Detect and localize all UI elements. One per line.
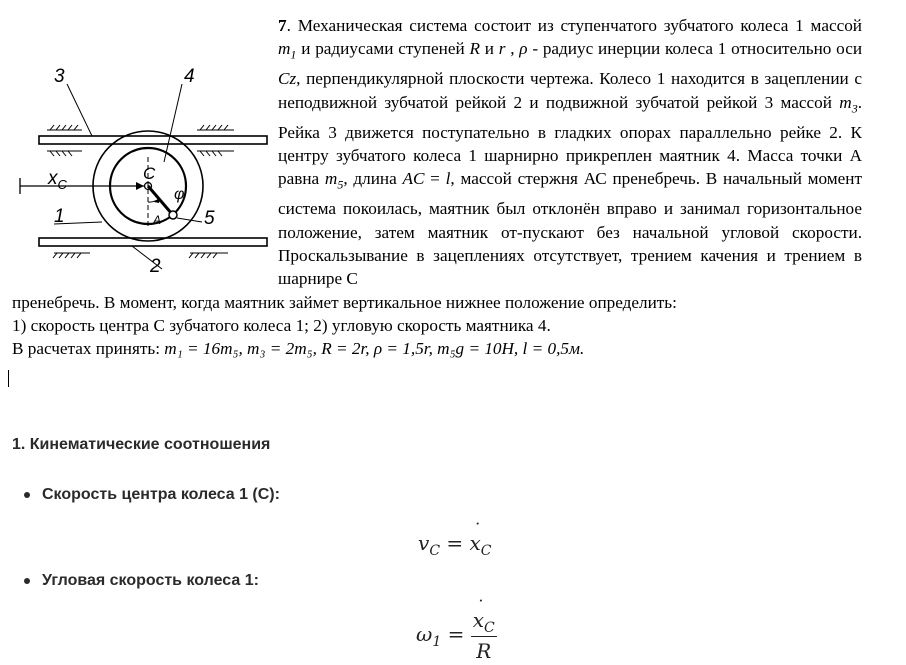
problem-text: . Механическая система состоит из ступенчатого зубчатого колеса 1 массой — [286, 16, 862, 35]
problem-number: 7 — [278, 16, 287, 35]
bullet-text: Угловая скорость колеса 1: — [42, 572, 259, 589]
label-2: 2 — [150, 256, 161, 277]
formula-omega — [416, 608, 497, 663]
formula-fraction — [471, 608, 497, 663]
var-m1-sub: 1 — [290, 47, 297, 62]
text-cursor — [8, 370, 9, 387]
var-R: R — [469, 39, 480, 59]
problem-text: , — [505, 39, 520, 59]
formula-numerator: ˙ x — [473, 608, 484, 632]
problem-line-2: 1) скорость центра С зубчатого колеса 1; 2) угловую скорость маятника 4. — [12, 316, 551, 335]
params-values: m₁ = 16m₅, m₃ = 2m₅, R = 2r, ρ = 1,5r, m₅g = 10H, l = 0,5м. — [164, 339, 585, 358]
formula-lhs-sub: 1 — [432, 634, 442, 650]
label-a: A — [153, 213, 162, 227]
formula-rhs-sub: C — [480, 543, 492, 559]
var-m3: m — [839, 92, 852, 112]
var-r: r — [498, 39, 506, 59]
problem-params — [12, 337, 584, 360]
bullet-item-1 — [24, 486, 280, 504]
formula-eq: = — [441, 622, 471, 646]
problem-text: , длина — [343, 169, 403, 189]
var-m5: m — [324, 169, 338, 189]
var-m1: m — [278, 39, 291, 59]
label-4: 4 — [184, 66, 195, 87]
problem-text: и — [479, 39, 499, 59]
var-cz: Cz — [278, 69, 297, 89]
problem-text: , перпендикулярной плоскости чертежа. Колесо 1 находится в зацеплении с неподвижной зубчатой рейкой 2 и подвижной зубчатой рейкой 3 массой — [278, 69, 862, 112]
formula-lhs: ω — [416, 622, 433, 646]
problem-text: , массой стержня АС пренебречь. В начальный момент система покоилась, маятник был отклонён вправо и занимал горизонтальное положение, затем маятник от-пускают без начальной угловой скорости. Проскальзывание в зацеплениях отсутствует, трением качения и трением в шарнире С — [278, 169, 862, 289]
formula-lhs: v — [418, 531, 430, 555]
formula-lhs-sub: C — [429, 543, 441, 559]
label-c: C — [143, 164, 156, 183]
problem-text: - радиус инерции колеса 1 относительно оси — [527, 39, 863, 59]
bottom-supports — [53, 253, 228, 258]
formula-vc — [418, 531, 492, 559]
label-1: 1 — [54, 206, 65, 227]
label-3: 3 — [54, 66, 65, 87]
point-a — [169, 211, 177, 219]
var-ac: AC — [402, 169, 425, 189]
var-m5-sub: 5 — [337, 177, 344, 192]
problem-text: . Рейка 3 движется поступательно в гладких опорах параллельно рейке 2. К центру зубчатого колеса 1 шарнирно прикреплен маятник 4. Масса точки А равна — [278, 92, 862, 189]
rack-2 — [39, 238, 267, 246]
leader-3 — [67, 84, 92, 136]
bullet-item-2 — [24, 572, 259, 590]
problem-paragraph — [278, 14, 862, 291]
xc-arrowhead — [136, 182, 144, 190]
formula-numerator-sub: C — [484, 620, 495, 636]
problem-line-1: пренебречь. В момент, когда маятник займет вертикальное нижнее положение определить: — [12, 293, 677, 312]
bullet-dot-icon — [24, 578, 30, 584]
bullet-text: Скорость центра колеса 1 (C): — [42, 486, 280, 503]
leader-4 — [164, 84, 182, 162]
var-rho: ρ — [519, 39, 528, 59]
label-5: 5 — [204, 208, 215, 229]
pendulum-rod — [148, 186, 172, 214]
top-supports — [47, 125, 234, 156]
var-l: l — [445, 169, 451, 189]
problem-statement — [278, 14, 862, 291]
var-m3-sub: 3 — [851, 101, 858, 116]
bullet-dot-icon — [24, 492, 30, 498]
label-xc: $x_C$ — [48, 168, 67, 192]
formula-rhs: ˙ x — [470, 531, 481, 555]
mechanism-figure — [12, 62, 274, 280]
problem-text: и радиусами ступеней — [296, 39, 470, 59]
problem-text: = — [424, 169, 446, 189]
section-heading: 1. Кинематические соотношения — [12, 436, 271, 453]
formula-denominator: R — [476, 639, 492, 663]
formula-eq: = — [440, 531, 470, 555]
label-phi: φ — [174, 186, 185, 203]
params-prefix: В расчетах принять: — [12, 339, 165, 358]
rack-3 — [39, 136, 267, 144]
mechanism-diagram — [12, 62, 274, 280]
